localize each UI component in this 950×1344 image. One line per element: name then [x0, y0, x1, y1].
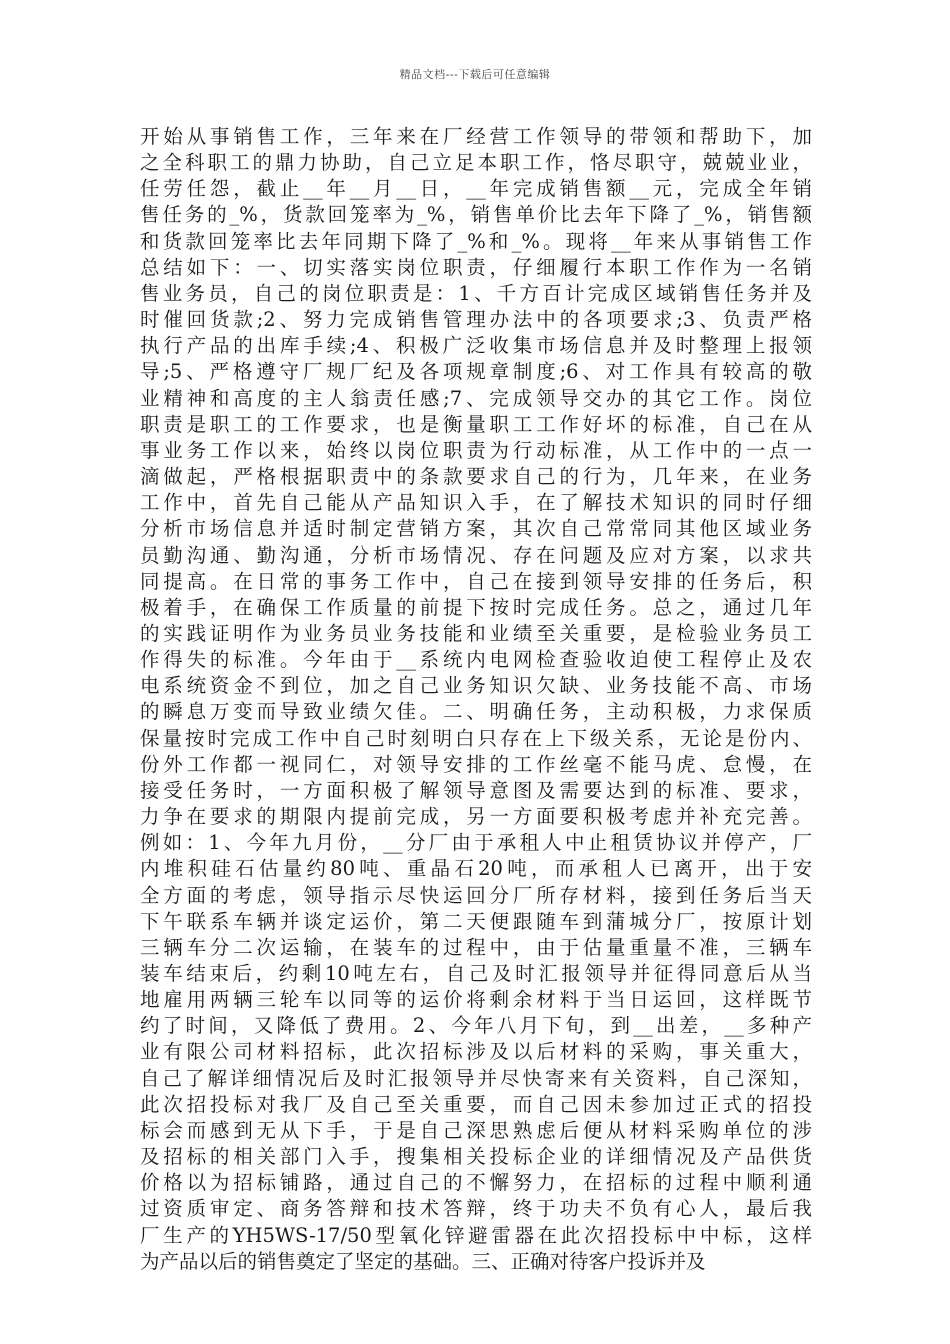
body-text-line: 价格以为招标铺路，通过自己的不懈努力，在招标的过程中顺利通 [140, 1171, 812, 1195]
body-text-line: 售业务员，自己的岗位职责是：1、千方百计完成区域销售任务并及 [140, 281, 812, 305]
body-text-line: 接受任务时，一方面积极了解领导意图及需要达到的标准、要求， [140, 778, 812, 802]
body-text-line: 全方面的考虑，领导指示尽快运回分厂所存材料，接到任务后当天 [140, 883, 812, 907]
body-text-line: 力争在要求的期限内提前完成，另一方面要积极考虑并补充完善。 [140, 805, 812, 829]
body-text-line: 的实践证明作为业务员业务技能和业绩至关重要，是检验业务员工 [140, 621, 812, 645]
body-text-line: 业有限公司材料招标，此次招标涉及以后材料的采购，事关重大， [140, 1040, 812, 1064]
body-text-line: 例如：1、今年九月份，__分厂由于承租人中止租赁协议并停产，厂 [140, 831, 812, 855]
page-header-caption: 精品文档---下载后可任意编辑 [399, 68, 551, 81]
body-text-line: 滴做起，严格根据职责中的条款要求自己的行为，几年来，在业务 [140, 465, 812, 489]
body-text-line: 时催回货款;2、努力完成销售管理办法中的各项要求;3、负责严格 [140, 308, 812, 332]
body-text-line: 的瞬息万变而导致业绩欠佳。二、明确任务，主动积极，力求保质 [140, 700, 812, 724]
body-text-line: 为产品以后的销售奠定了坚定的基础。三、正确对待客户投诉并及 [140, 1249, 706, 1273]
document-body [140, 124, 812, 1275]
body-text-line: 作得失的标准。今年由于__系统内电网检查验收迫使工程停止及农 [140, 648, 812, 672]
body-text-line: 电系统资金不到位，加之自己业务知识欠缺、业务技能不高、市场 [140, 674, 812, 698]
body-text-line: 装车结束后，约剩10吨左右，自己及时汇报领导并征得同意后从当 [140, 962, 812, 985]
body-text-line: 执行产品的出库手续;4、积极广泛收集市场信息并及时整理上报领 [140, 334, 812, 358]
body-text-line: 售任务的_%，货款回笼率为_%，销售单价比去年下降了_%，销售额 [140, 203, 812, 227]
body-text-line: 之全科职工的鼎力协助，自己立足本职工作，恪尽职守，兢兢业业， [140, 151, 812, 175]
body-text-line: 任劳任怨，截止__年__月__日，__年完成销售额__元，完成全年销 [140, 177, 812, 201]
body-text-line: 自己了解详细情况后及时汇报领导并尽快寄来有关资料，自己深知， [140, 1066, 812, 1090]
body-text-line: 地雇用两辆三轮车以同等的运价将剩余材料于当日运回，这样既节 [140, 988, 812, 1012]
body-text-line: 分析市场信息并适时制定营销方案，其次自己常常同其他区域业务 [140, 517, 812, 541]
body-text-line: 约了时间，又降低了费用。2、今年八月下旬，到__出差，__多种产 [140, 1014, 812, 1038]
body-text-line: 三辆车分二次运输，在装车的过程中，由于估量重量不准，三辆车 [140, 935, 812, 959]
body-text-line: 厂生产的YH5WS-17/50型氧化锌避雷器在此次招投标中中标，这样 [140, 1223, 812, 1247]
body-text-line: 职责是职工的工作要求，也是衡量职工工作好坏的标准，自己在从 [140, 412, 812, 436]
body-text-line: 员勤沟通、勤沟通，分析市场情况、存在问题及应对方案，以求共 [140, 543, 812, 567]
body-text-line: 此次招投标对我厂及自己至关重要，而自己因未参加过正式的招投 [140, 1092, 812, 1116]
body-text-line: 及招标的相关部门入手，搜集相关投标企业的详细情况及产品供货 [140, 1145, 812, 1169]
body-text-line: 内堆积硅石估量约80吨、重晶石20吨，而承租人已离开，出于安 [140, 857, 812, 881]
body-text-line: 下午联系车辆并谈定运价，第二天便跟随车到蒲城分厂，按原计划 [140, 909, 812, 933]
body-text-line: 极着手，在确保工作质量的前提下按时完成任务。总之，通过几年 [140, 595, 812, 619]
body-text-line: 和货款回笼率比去年同期下降了_%和_%。现将__年来从事销售工作 [140, 229, 812, 253]
body-text-line: 标会而感到无从下手，于是自己深思熟虑后便从材料采购单位的涉 [140, 1118, 812, 1142]
body-text-line: 开始从事销售工作，三年来在厂经营工作领导的带领和帮助下，加 [140, 125, 812, 148]
body-text-line: 事业务工作以来，始终以岗位职责为行动标准，从工作中的一点一 [140, 438, 812, 462]
body-text-line: 工作中，首先自己能从产品知识入手，在了解技术知识的同时仔细 [140, 491, 812, 515]
body-text-line: 同提高。在日常的事务工作中，自己在接到领导安排的任务后，积 [140, 569, 812, 593]
body-text-line: 总结如下：一、切实落实岗位职责，仔细履行本职工作作为一名销 [140, 255, 812, 279]
body-text-line: 保量按时完成工作中自己时刻明白只存在上下级关系，无论是份内、 [140, 726, 812, 750]
body-text-line: 业精神和高度的主人翁责任感;7、完成领导交办的其它工作。岗位 [140, 386, 812, 410]
body-text-line: 导;5、严格遵守厂规厂纪及各项规章制度;6、对工作具有较高的敬 [140, 360, 812, 384]
body-text-line: 份外工作都一视同仁，对领导安排的工作丝毫不能马虎、怠慢，在 [140, 752, 812, 776]
body-text-line: 过资质审定、商务答辩和技术答辩，终于功夫不负有心人，最后我 [140, 1197, 812, 1221]
